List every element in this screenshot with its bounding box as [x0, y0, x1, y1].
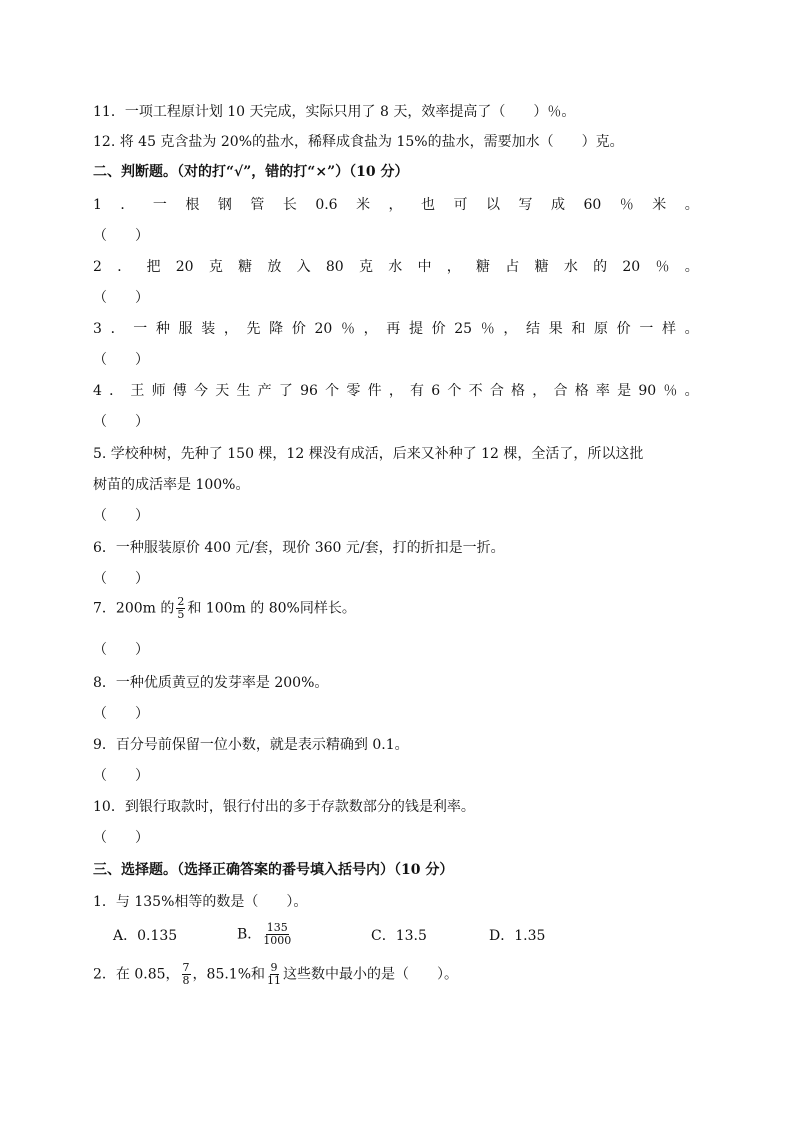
spread-char: 格 — [511, 383, 526, 399]
choice-q2-mid: ，85.1%和 — [192, 966, 266, 983]
choice-q2-pre: 2．在 0.85， — [93, 966, 180, 983]
spread-char: 糖 — [238, 259, 253, 275]
spread-char: ％ — [619, 197, 634, 213]
spread-char: 管 — [250, 197, 265, 213]
spread-char: 米 — [652, 197, 667, 213]
judge-q6-bracket: （ ） — [93, 571, 149, 587]
spread-char: 有 — [410, 383, 425, 399]
judge-q4 — [93, 381, 699, 401]
spread-char: 中 — [417, 259, 432, 275]
spread-char: 占 — [505, 259, 520, 275]
spread-char: 0.6 — [315, 197, 338, 213]
spread-char: 克 — [358, 259, 373, 275]
choice-q2-fraction-1 — [182, 962, 191, 987]
judge-q1 — [93, 195, 699, 215]
spread-char: 格 — [574, 383, 589, 399]
spread-char: 1 — [93, 197, 102, 213]
spread-char: 入 — [296, 259, 311, 275]
judge-q1-bracket: （ ） — [93, 228, 149, 244]
choice-q2-post: 这些数中最小的是（ ）。 — [283, 966, 459, 983]
spread-char: 可 — [453, 197, 468, 213]
spread-char: ， — [503, 321, 518, 337]
option-b — [237, 922, 293, 947]
spread-char: 产 — [257, 383, 272, 399]
judge-q5-bracket: （ ） — [93, 508, 149, 524]
spread-char: 。 — [684, 321, 699, 337]
judge-q7-fraction — [176, 596, 185, 621]
spread-char: 把 — [146, 259, 161, 275]
judge-q3-bracket: （ ） — [93, 352, 149, 368]
judge-q7-pre: 7．200m 的 — [93, 600, 175, 617]
spread-char: 3 — [93, 321, 102, 337]
spread-char: 生 — [236, 383, 251, 399]
spread-char: 水 — [563, 259, 578, 275]
choice-q1: 1．与 135%相等的数是（ ）。 — [93, 894, 308, 910]
judge-q10: 10．到银行取款时，银行付出的多于存款数部分的钱是利率。 — [93, 799, 475, 815]
judge-q8: 8．一种优质黄豆的发芽率是 200%。 — [93, 675, 329, 691]
fraction-denominator: 8 — [182, 974, 190, 987]
spread-char: 写 — [518, 197, 533, 213]
spread-char: 结 — [526, 321, 541, 337]
fraction-numerator: 9 — [270, 961, 278, 974]
spread-char: ． — [120, 197, 135, 213]
fraction-numerator: 135 — [266, 921, 288, 934]
spread-char: 96 — [300, 383, 318, 399]
spread-char: 样 — [661, 321, 676, 337]
spread-char: 长 — [282, 197, 297, 213]
judge-q6: 6．一种服装原价 400 元/套，现价 360 元/套，打的折扣是一折。 — [93, 540, 505, 556]
judge-q10-bracket: （ ） — [93, 830, 149, 846]
spread-char: 师 — [151, 383, 166, 399]
spread-char: 一 — [152, 197, 167, 213]
spread-char: 一 — [133, 321, 148, 337]
spread-char: ％ — [663, 383, 678, 399]
spread-char: 降 — [269, 321, 284, 337]
option-d: D．1.35 — [489, 928, 546, 944]
option-a: A．0.135 — [113, 928, 178, 944]
spread-char: 合 — [553, 383, 568, 399]
spread-char: 糖 — [476, 259, 491, 275]
spread-char: 也 — [421, 197, 436, 213]
spread-char: 20 — [175, 259, 194, 275]
spread-char: 装 — [201, 321, 216, 337]
spread-char: 80 — [325, 259, 344, 275]
fraction-denominator: 5 — [177, 608, 185, 621]
judge-q5-line1: 5. 学校种树，先种了 150 棵，12 棵没有成活，后来又补种了 12 棵，全活了，所以这批 — [93, 446, 644, 462]
judge-q4-bracket: （ ） — [93, 414, 149, 430]
choice-q2-fraction-2 — [267, 962, 281, 987]
judge-q9-bracket: （ ） — [93, 768, 149, 784]
spread-char: 天 — [215, 383, 230, 399]
judge-q7-post: 和 100m 的 80%同样长。 — [187, 600, 356, 617]
spread-char: 20 — [314, 321, 333, 337]
spread-char: 根 — [185, 197, 200, 213]
spread-char: 提 — [408, 321, 423, 337]
judge-q3 — [93, 319, 699, 339]
spread-char: ． — [117, 259, 132, 275]
spread-char: ， — [446, 259, 461, 275]
q11-line: 11．一项工程原计划 10 天完成，实际只用了 8 天，效率提高了（ ）％。 — [93, 104, 576, 120]
spread-char: 6 — [431, 383, 441, 399]
judge-q7 — [93, 596, 356, 621]
spread-char: 价 — [616, 321, 631, 337]
spread-char: 件 — [367, 383, 382, 399]
spread-char: 种 — [155, 321, 170, 337]
spread-char: 价 — [291, 321, 306, 337]
spread-char: 率 — [595, 383, 610, 399]
spread-char: 克 — [208, 259, 223, 275]
option-b-fraction — [263, 922, 291, 947]
judge-q9: 9．百分号前保留一位小数，就是表示精确到 0.1。 — [93, 737, 409, 753]
spread-char: ． — [109, 383, 124, 399]
section-3-title: 三、选择题。（选择正确答案的番号填入括号内）（10 分） — [93, 862, 454, 878]
spread-char: ， — [363, 321, 378, 337]
judge-q2-bracket: （ ） — [93, 290, 149, 306]
spread-char: 一 — [639, 321, 654, 337]
spread-char: 2 — [93, 259, 102, 275]
spread-char: 。 — [684, 383, 699, 399]
spread-char: 零 — [346, 383, 361, 399]
spread-char: 水 — [388, 259, 403, 275]
spread-char: 的 — [593, 259, 608, 275]
fraction-numerator: 7 — [182, 961, 190, 974]
spread-char: 王 — [130, 383, 145, 399]
judge-q7-bracket: （ ） — [93, 642, 149, 658]
judge-q2 — [93, 257, 699, 277]
spread-char: 合 — [489, 383, 504, 399]
spread-char: ％ — [340, 321, 355, 337]
option-b-label: B． — [237, 926, 262, 943]
spread-char: 今 — [194, 383, 209, 399]
spread-char: 。 — [684, 197, 699, 213]
option-c: C．13.5 — [371, 928, 427, 944]
spread-char: 4 — [93, 383, 102, 399]
spread-char: ％ — [655, 259, 670, 275]
spread-char: ． — [110, 321, 125, 337]
spread-char: 90 — [638, 383, 657, 399]
spread-char: 是 — [617, 383, 632, 399]
spread-char: 不 — [468, 383, 483, 399]
spread-char: 再 — [386, 321, 401, 337]
spread-char: 服 — [178, 321, 193, 337]
spread-char: 果 — [548, 321, 563, 337]
spread-char: 放 — [267, 259, 282, 275]
section-2-title: 二、判断题。（对的打“√”，错的打“×”）（10 分） — [93, 164, 409, 180]
choice-q2 — [93, 962, 458, 987]
spread-char: 和 — [571, 321, 586, 337]
spread-char: 米 — [356, 197, 371, 213]
q12-line: 12. 将 45 克含盐为 20%的盐水，稀释成食盐为 15%的盐水，需要加水（ ）克。 — [93, 134, 624, 150]
spread-char: 钢 — [217, 197, 232, 213]
spread-char: ， — [388, 383, 403, 399]
spread-char: 先 — [246, 321, 261, 337]
spread-char: 了 — [278, 383, 293, 399]
fraction-numerator: 2 — [177, 595, 185, 608]
judge-q5-line2: 树苗的成活率是 100%。 — [93, 477, 250, 493]
fraction-denominator: 1000 — [263, 934, 292, 947]
spread-char: 原 — [594, 321, 609, 337]
spread-char: 25 — [454, 321, 473, 337]
spread-char: 成 — [550, 197, 565, 213]
spread-char: 傅 — [172, 383, 187, 399]
spread-char: ， — [532, 383, 547, 399]
spread-char: 个 — [447, 383, 462, 399]
spread-char: 个 — [325, 383, 340, 399]
spread-char: 以 — [486, 197, 500, 213]
spread-char: ％ — [480, 321, 495, 337]
spread-char: ， — [388, 197, 403, 213]
spread-char: ， — [223, 321, 238, 337]
fraction-denominator: 11 — [267, 974, 282, 987]
spread-char: 。 — [684, 259, 699, 275]
spread-char: 价 — [431, 321, 446, 337]
judge-q8-bracket: （ ） — [93, 706, 149, 722]
spread-char: 糖 — [534, 259, 549, 275]
spread-char: 20 — [622, 259, 641, 275]
spread-char: 60 — [583, 197, 602, 213]
